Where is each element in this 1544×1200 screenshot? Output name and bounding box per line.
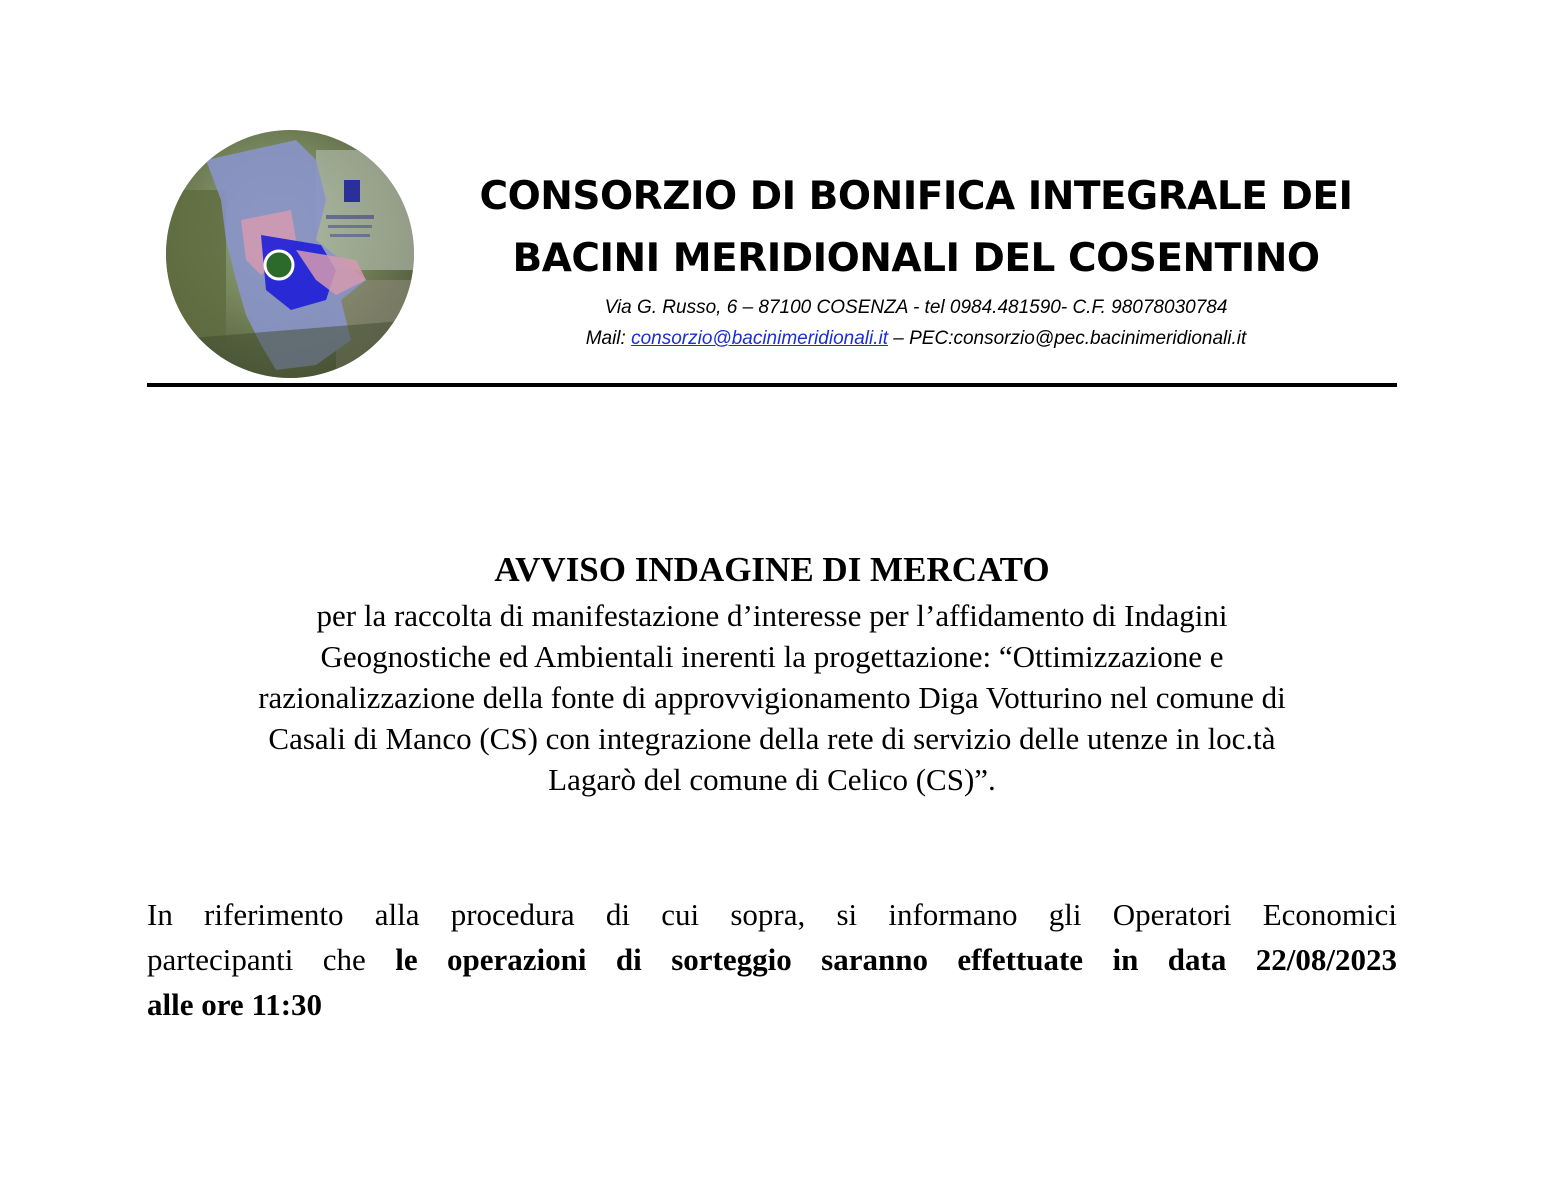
- notice-subtitle-line: per la raccolta di manifestazione d’interesse per l’affidamento di Indagini: [316, 598, 1228, 633]
- notice-subtitle-line: Geognostiche ed Ambientali inerenti la progettazione: “Ottimizzazione e: [320, 639, 1224, 674]
- organization-name-line-1: CONSORZIO DI BONIFICA INTEGRALE DEI: [479, 174, 1353, 219]
- header-divider: [147, 383, 1397, 387]
- draw-operations-date: le operazioni di sorteggio saranno effettuate in data 22/08/2023: [395, 942, 1397, 977]
- consortium-logo: [166, 130, 414, 378]
- notice-subtitle-line: razionalizzazione della fonte di approvvigionamento Diga Votturino nel comune di: [258, 680, 1286, 715]
- notice-subtitle-line: Casali di Manco (CS) con integrazione della rete di servizio delle utenze in loc.tà: [268, 721, 1276, 756]
- organization-name: [440, 166, 1392, 290]
- address-line: Via G. Russo, 6 – 87100 COSENZA - tel 0984.481590- C.F. 98078030784: [604, 297, 1228, 318]
- body-line: [147, 937, 1397, 982]
- notice-subtitle: [147, 595, 1397, 800]
- draw-operations-time: alle ore 11:30: [147, 987, 323, 1022]
- body-paragraph: [147, 892, 1397, 1027]
- mail-line: [440, 323, 1392, 354]
- notice-title: AVVISO INDAGINE DI MERCATO: [494, 550, 1050, 589]
- body-line-normal: partecipanti che: [147, 942, 396, 977]
- body-line: In riferimento alla procedura di cui sopra, si informano gli Operatori Economici: [147, 897, 1397, 932]
- mail-label: Mail:: [585, 328, 632, 349]
- logo-map-emblem: [166, 130, 414, 378]
- contact-info: [440, 292, 1392, 354]
- email-link[interactable]: consorzio@bacinimeridionali.it: [631, 328, 888, 349]
- organization-name-line-2: BACINI MERIDIONALI DEL COSENTINO: [512, 236, 1320, 281]
- pec-address: – PEC:consorzio@pec.bacinimeridionali.it: [888, 328, 1247, 349]
- notice-subtitle-line: Lagarò del comune di Celico (CS)”.: [548, 762, 996, 797]
